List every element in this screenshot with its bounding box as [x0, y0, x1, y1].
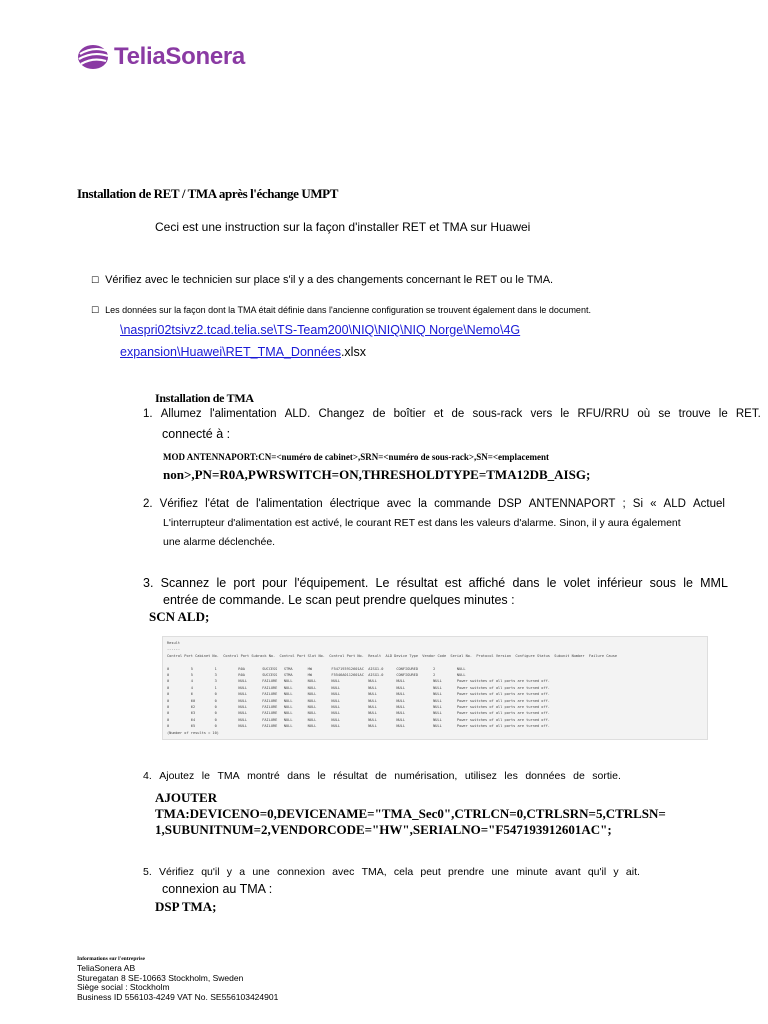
step-word: de — [236, 498, 249, 510]
link-line-1[interactable]: \naspri02tsivz2.tcad.telia.se\TS-Team200\NIQ\NIQ\NIQ Norge\Nemo\4G — [120, 323, 521, 337]
footer-headquarters: Siège social : Stockholm — [77, 982, 170, 992]
step-word: dans — [287, 770, 311, 782]
step-2-line-1 — [143, 498, 725, 510]
step-number: 3. — [143, 576, 154, 590]
step-word: pour — [262, 576, 288, 590]
step-word: Ajoutez — [159, 770, 195, 782]
step-word: de — [573, 770, 585, 782]
scan-output-line: Control Port Cabinet No. Control Port Subrack No. Control Port Slot No. Control Port No. Result ALD Device Type Vendor Code Serial No. Protocol Version Configure Status Subunit Number Failure Cause — [167, 653, 618, 658]
scan-output-line: (Number of results = 10) — [167, 730, 219, 735]
step-word: avec — [332, 866, 355, 878]
step-2-line-3: une alarme déclenchée. — [163, 536, 276, 548]
step-2-line-2: L'interrupteur d'alimentation est activé, le courant RET est dans les valeurs d'alarme. Sinon, il y aura également — [163, 517, 681, 529]
step-1-command-part-2: non>,PN=R0A,PWRSWITCH=ON,THRESHOLDTYPE=TMA12DB_AISG; — [163, 467, 591, 482]
step-word: avec — [386, 498, 411, 510]
step-word: TMA — [217, 770, 240, 782]
file-link[interactable] — [120, 321, 520, 361]
step-word: Si — [632, 498, 644, 510]
step-word: prendre — [448, 866, 485, 878]
step-word: l'alimentation — [209, 408, 277, 420]
step-word: avant — [554, 866, 581, 878]
step-word: le — [560, 408, 570, 420]
step-4-command-line-3: 1,SUBUNITNUM=2,VENDORCODE="HW",SERIALNO="F547193912601AC"; — [155, 822, 612, 837]
step-word: qu'il — [201, 866, 220, 878]
step-word: MML — [700, 576, 728, 590]
document-title: Installation de RET / TMA après l'échange UMPT — [77, 186, 338, 201]
step-word: la — [418, 498, 428, 510]
intro-text: Ceci est une instruction sur la façon d'installer RET et TMA sur Huawei — [155, 220, 531, 234]
scan-output-line: 0 5 3 R0A SUCCESS STMA HW F5546A0112601AC AISG1.0 CONFIGURED 2 NULL — [167, 673, 466, 677]
step-word: cela — [393, 866, 414, 878]
step-word: Vérifiez — [158, 866, 194, 878]
step-word: affiché — [468, 576, 506, 590]
footer-heading: Informations sur l'entreprise — [77, 956, 145, 962]
scan-output-line: 0 65 0 NULL FAILURE NULL NULL NULL NULL NULL NULL Power switches of all ports are turned off. — [167, 724, 550, 729]
step-word: ALD — [663, 498, 686, 510]
step-word: vers — [530, 408, 553, 420]
scan-output-line: ------ — [167, 647, 180, 652]
step-word: une — [252, 866, 270, 878]
step-5-line-2: connexion au TMA : — [162, 882, 273, 896]
step-5-line-1 — [143, 866, 640, 878]
step-word: Le — [375, 576, 390, 590]
step-4-command-line-1: AJOUTER — [155, 790, 218, 805]
checkbox-icon: ☐ — [91, 306, 100, 316]
step-word: Scannez — [160, 576, 210, 590]
footer — [77, 955, 278, 1002]
step-word: inférieur — [597, 576, 643, 590]
scan-output-line: 0 64 0 NULL FAILURE NULL NULL NULL NULL NULL NULL Power switches of all ports are turned off. — [167, 717, 550, 722]
step-word: de — [451, 408, 465, 420]
step-word: TMA, — [361, 866, 387, 878]
step-word: minute — [516, 866, 548, 878]
step-word: ALD. — [284, 408, 311, 420]
scan-output-line: 0 6 0 NULL FAILURE NULL NULL NULL NULL NULL NULL Power switches of all ports are turned off. — [167, 692, 550, 697]
section-title: Installation de TMA — [155, 391, 254, 405]
bullet-text: Vérifiez avec le technicien sur place s'il y a des changements concernant le RET ou le TMA. — [105, 274, 554, 286]
teliasonera-pebble-icon — [76, 42, 110, 72]
step-number: 5. — [143, 866, 152, 878]
step-word: le — [546, 576, 557, 590]
step-word: sortie. — [592, 770, 621, 782]
step-word: RET. — [735, 408, 761, 420]
step-word: est — [444, 576, 462, 590]
step-word: volet — [563, 576, 591, 590]
step-word: ANTENNAPORT — [528, 498, 616, 510]
step-word: RFU/RRU — [577, 408, 630, 420]
step-word: trouve — [678, 408, 711, 420]
bullet-item — [91, 274, 553, 286]
scan-output-line: 0 62 0 NULL FAILURE NULL NULL NULL NULL NULL NULL Power switches of all ports are turned off. — [167, 705, 550, 709]
scan-output-line: Result — [167, 641, 180, 645]
step-word: dans — [512, 576, 540, 590]
step-word: numérisation, — [394, 770, 458, 782]
step-word: Vérifiez — [159, 498, 199, 510]
step-word: peut — [420, 866, 441, 878]
logo-text: TeliaSonera — [114, 43, 245, 70]
scan-output-line: 0 63 0 NULL FAILURE NULL NULL NULL NULL NULL NULL Power switches of all ports are turned off. — [167, 711, 550, 716]
company-logo — [76, 42, 245, 72]
scan-result-screenshot — [162, 636, 708, 740]
step-word: « — [650, 498, 657, 510]
step-word: résultat — [333, 770, 368, 782]
step-word: utilisez — [464, 770, 497, 782]
step-word: une — [491, 866, 509, 878]
step-3-command: SCN ALD; — [149, 609, 210, 624]
step-4-command-line-2: TMA:DEVICENO=0,DEVICENAME="TMA_Sec0",CTRLCN=0,CTRLSRN=5,CTRLSN= — [155, 806, 666, 821]
step-word: y — [226, 866, 233, 878]
step-word: connexion — [277, 866, 325, 878]
step-3-line-1 — [143, 576, 728, 590]
step-word: sous-rack — [472, 408, 523, 420]
step-word: se — [658, 408, 671, 420]
scan-output-line: 0 4 3 NULL FAILURE NULL NULL NULL NULL NULL NULL Power switches of all ports are turned off. — [167, 679, 550, 684]
step-word: montré — [247, 770, 280, 782]
scan-output-line: 0 60 0 NULL FAILURE NULL NULL NULL NULL NULL NULL Power switches of all ports are turned off. — [167, 698, 550, 703]
step-number: 2. — [143, 498, 153, 510]
step-word: le — [317, 770, 326, 782]
step-word: et — [433, 408, 444, 420]
step-number: 1. — [143, 408, 153, 420]
footer-business-id: Business ID 556103-4249 VAT No. SE556103424901 — [77, 991, 279, 1002]
checkbox-icon: ☐ — [91, 276, 100, 286]
step-word: sous — [649, 576, 677, 590]
step-word: le — [201, 770, 210, 782]
step-1-line-1 — [143, 408, 761, 420]
step-word: données — [525, 770, 566, 782]
step-word: port — [233, 576, 255, 590]
step-5-command: DSP TMA; — [155, 899, 217, 914]
step-word: de — [372, 408, 386, 420]
step-1-command-part-1: MOD ANTENNAPORT:CN=<numéro de cabinet>,SRN=<numéro de sous-rack>,SN=<emplacement — [163, 452, 549, 462]
bullet-text: Les données sur la façon dont la TMA était définie dans l'ancienne configuration se trouvent également dans le document. — [105, 305, 591, 315]
step-word: ait. — [625, 866, 640, 878]
footer-address: Sturegatan 8 SE-10663 Stockholm, Sweden — [77, 972, 244, 983]
step-word: Allumez — [160, 408, 202, 420]
step-word: l'état — [205, 498, 230, 510]
step-word: le — [718, 408, 728, 420]
step-word: Changez — [318, 408, 365, 420]
step-4-command — [155, 790, 666, 838]
footer-company: TeliaSonera AB — [77, 963, 136, 973]
step-number: 4. — [143, 770, 152, 782]
step-word: DSP — [498, 498, 522, 510]
scan-output-line: 0 4 1 NULL FAILURE NULL NULL NULL NULL NULL NULL Power switches of all ports are turned off. — [167, 685, 550, 690]
step-word: les — [504, 770, 518, 782]
step-4-line-1 — [143, 770, 621, 782]
step-word: boîtier — [393, 408, 426, 420]
step-3-line-2: entrée de commande. Le scan peut prendre quelques minutes : — [163, 593, 515, 607]
step-word: l'équipement. — [294, 576, 369, 590]
link-extension: .xlsx — [340, 345, 366, 359]
step-word: électrique — [329, 498, 380, 510]
step-word: qu'il — [587, 866, 607, 878]
step-word: où — [637, 408, 651, 420]
step-word: le — [683, 576, 693, 590]
step-word: commande — [434, 498, 491, 510]
link-line-2[interactable]: expansion\Huawei\RET_TMA_Données — [120, 345, 341, 359]
step-word: ; — [622, 498, 626, 510]
step-1-line-2: connecté à : — [162, 427, 231, 441]
step-word: Actuel — [692, 498, 725, 510]
step-word: le — [216, 576, 227, 590]
scan-output-line: 0 5 1 R0A SUCCESS STMA HW F547193912601AC AISG1.0 CONFIGURED 2 NULL — [167, 666, 466, 671]
step-word: a — [239, 866, 246, 878]
step-word: de — [375, 770, 387, 782]
step-word: résultat — [396, 576, 438, 590]
step-word: l'alimentation — [255, 498, 323, 510]
step-word: y — [613, 866, 619, 878]
bullet-item — [91, 305, 591, 316]
